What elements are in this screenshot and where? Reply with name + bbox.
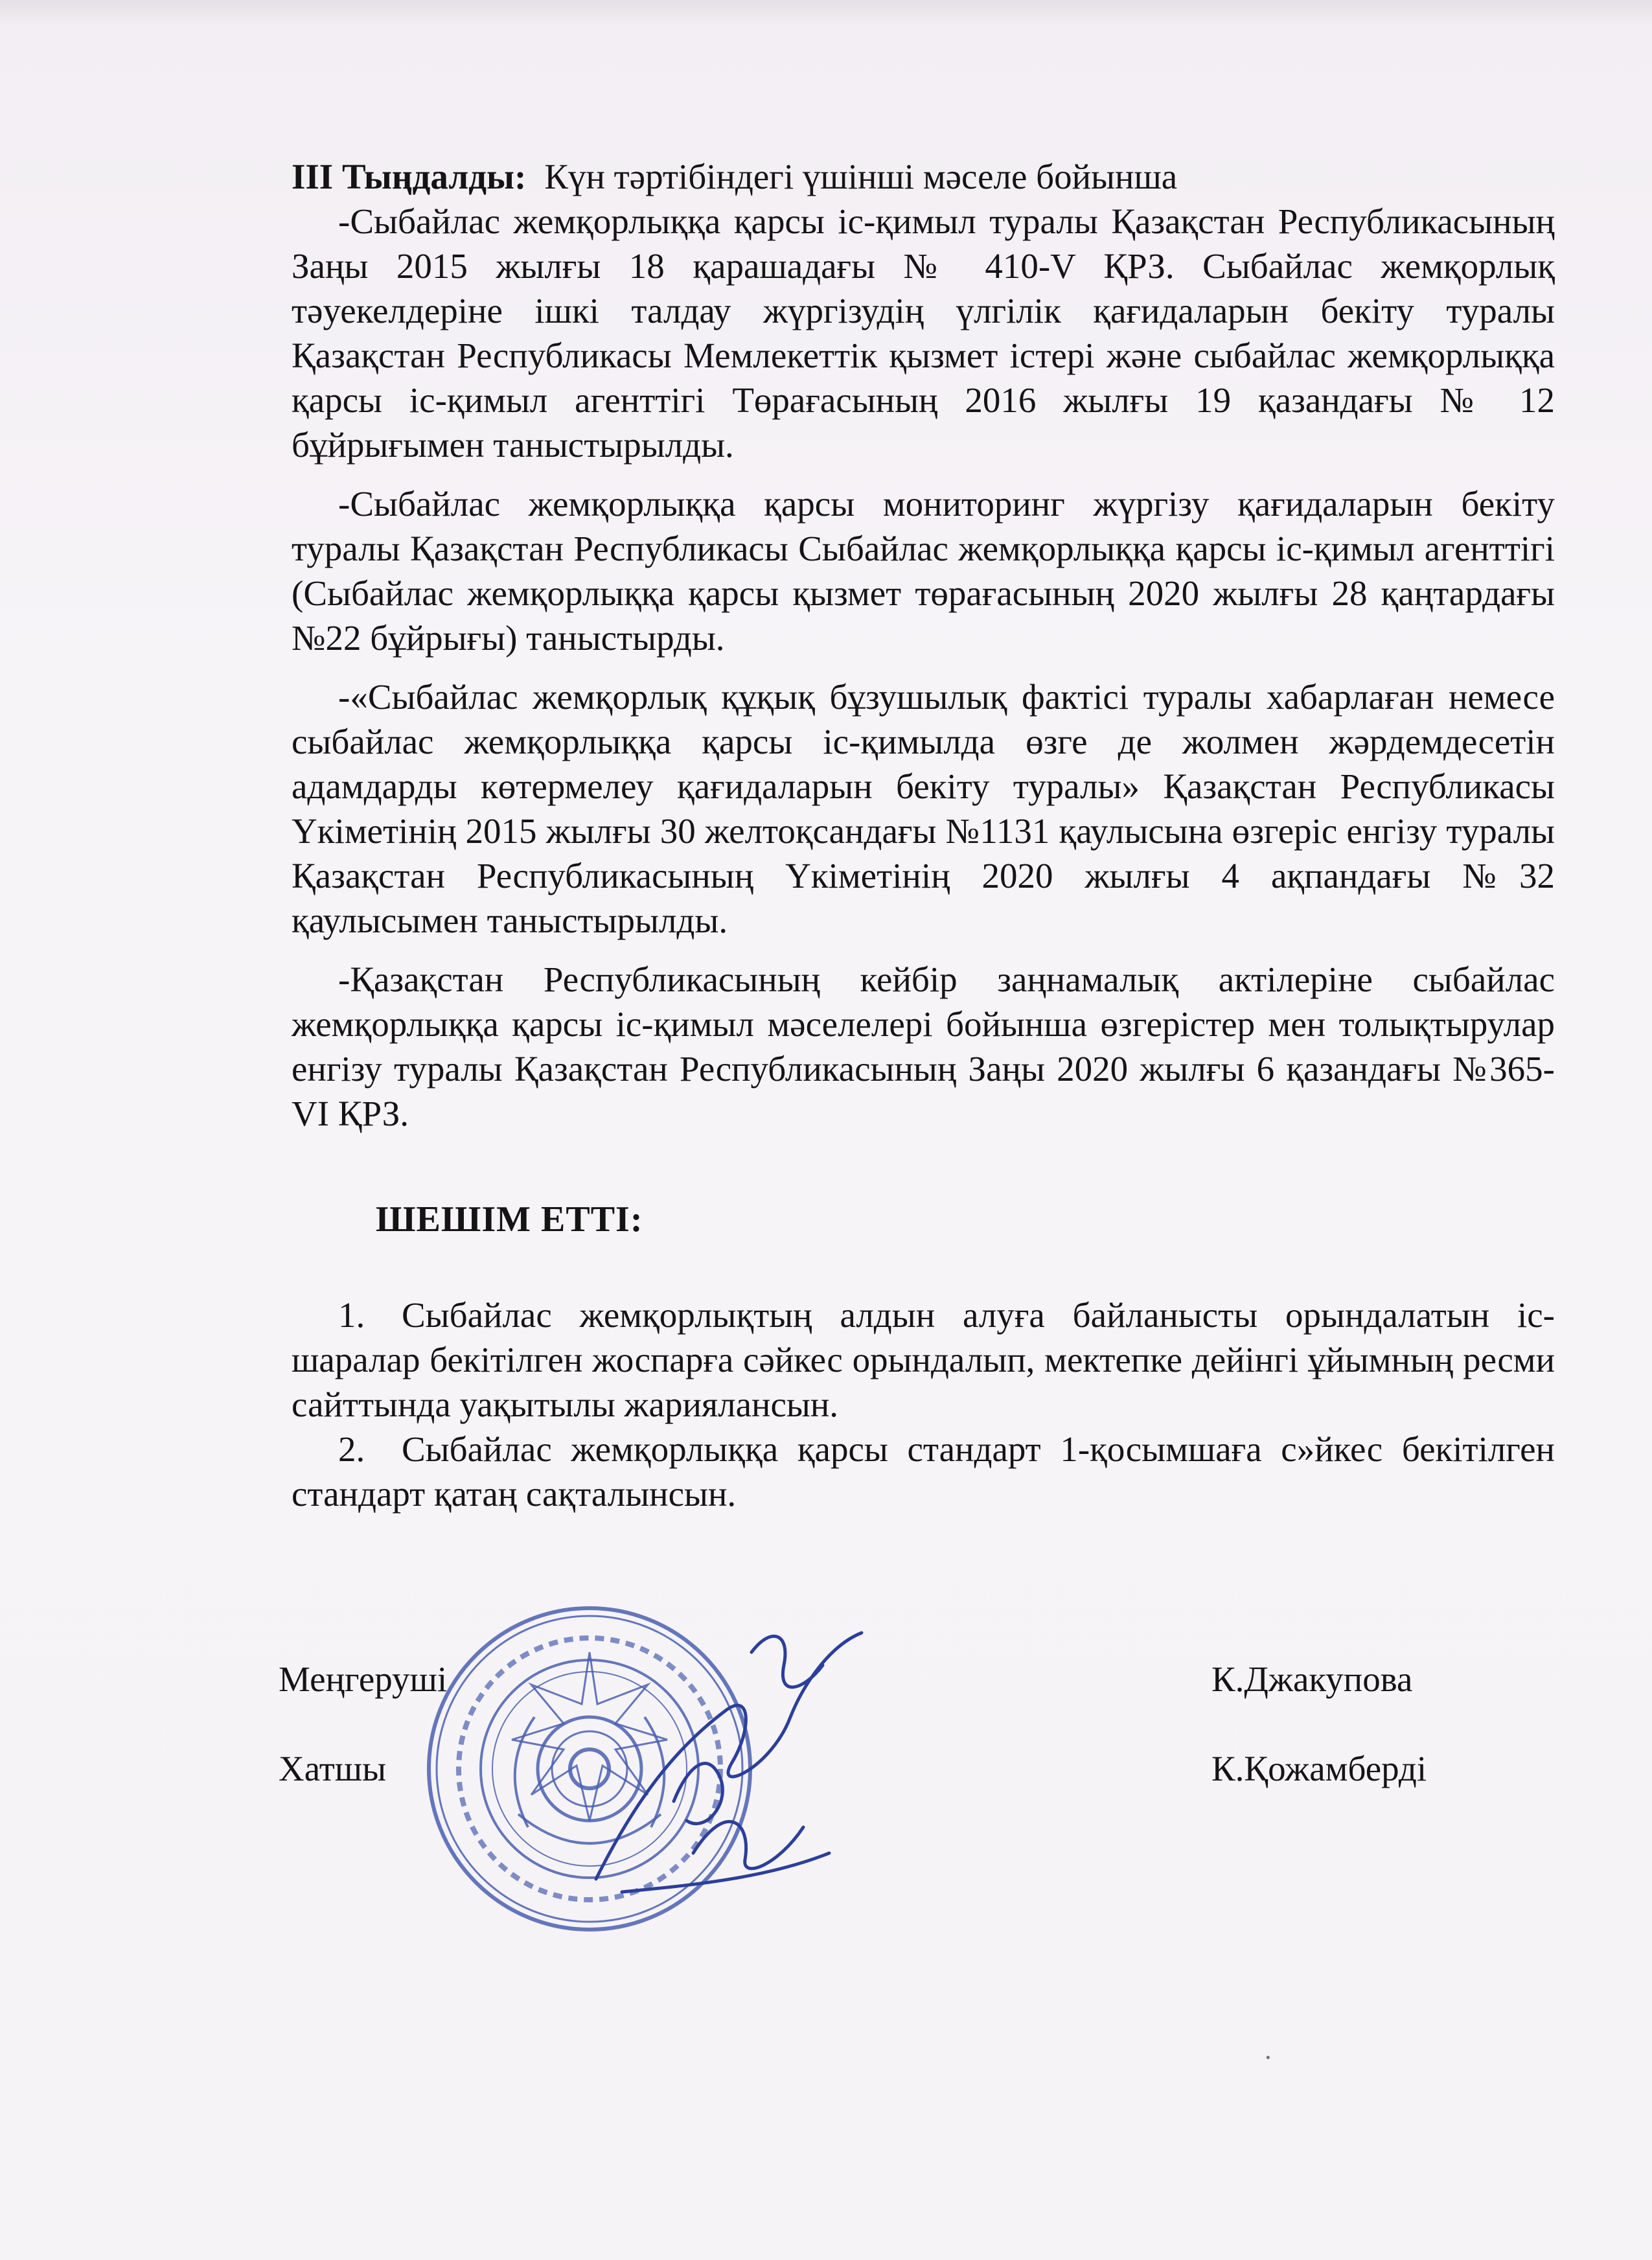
document-body xyxy=(292,154,1555,1516)
decision-list xyxy=(292,1293,1555,1516)
decision-item xyxy=(292,1427,1555,1516)
signature-name: К.Қожамберді xyxy=(1211,1749,1427,1788)
handwritten-signature xyxy=(557,1607,959,1918)
paragraph-encouragement-rules: -«Сыбайлас жемқорлық құқық бұзушылық фактісі туралы хабарлаған немесе сыбайлас жемқорлыққа қарсы іс-қимылда өзге де жолмен жәрдемдесетін адамдарды көтермелеу қағидаларын бекіту туралы» Қазақстан Республикасы Үкіметінің 2015 жылғы 30 желтоқсандағы №1131 қаулысына өзгеріс енгізу туралы Қазақстан Республикасының Үкіметінің 2020 жылғы 4 ақпандағы №32 қаулысымен таныстырылды. xyxy=(292,677,1555,940)
signature-name: К.Джакупова xyxy=(1211,1659,1413,1699)
section-heading-tail: Күн тәртібіндегі үшінші мәселе бойынша xyxy=(544,157,1178,196)
decision-title: ШЕШІМ ЕТТІ: xyxy=(376,1199,643,1240)
paragraph-law-410: -Сыбайлас жемқорлыққа қарсы іс-қимыл туралы Қазақстан Республикасының Заңы 2015 жылғы 18 қарашадағы № 410-V ҚРЗ. Сыбайлас жемқорлық тәуекелдеріне ішкі талдау жүргізудің үлгілік қағидаларын бекіту туралы Қазақстан Республикасы Мемлекеттік қызмет істері және сыбайлас жемқорлыққа қарсы іс-қимыл агенттігі Төрағасының 2016 жылғы 19 қазандағы № 12 бұйрығымен таныстырылды. xyxy=(292,202,1555,465)
scan-edge-shadow xyxy=(0,0,1652,26)
paragraph-monitoring-rules: -Сыбайлас жемқорлыққа қарсы мониторинг жүргізу қағидаларын бекіту туралы Қазақстан Республикасы Сыбайлас жемқорлыққа қарсы іс-қимыл агенттігі (Сыбайлас жемқорлыққа қарсы қызмет төрағасының 2020 жылғы 28 қаңтардағы №22 бұйрығы) таныстырды. xyxy=(292,484,1555,658)
section-heading xyxy=(292,154,1555,199)
signature-row-head xyxy=(279,1659,1413,1700)
decision-item xyxy=(292,1293,1555,1427)
section-heading-label: III Тыңдалды: xyxy=(292,157,527,196)
scan-speck: · xyxy=(1263,2042,1273,2073)
paragraph-law-365: -Қазақстан Республикасының кейбір заңнамалық актілеріне сыбайлас жемқорлыққа қарсы іс-қимыл мәселелері бойынша өзгерістер мен толықтырулар енгізу туралы Қазақстан Республикасының Заңы 2020 жылғы 6 қазандағы №365-VI ҚРЗ. xyxy=(292,960,1555,1133)
signature-role: Меңгеруші xyxy=(279,1659,448,1699)
decision-item-number: 2. xyxy=(338,1429,365,1469)
decision-item-number: 1. xyxy=(338,1295,365,1335)
decision-item-text: Сыбайлас жемқорлықтың алдын алуға байланысты орындалатын іс-шаралар бекітілген жоспарға сәйкес орындалып, мектепке дейінгі ұйымның ресми сайттында уақытылы жариялансын. xyxy=(292,1295,1555,1424)
signature-role: Хатшы xyxy=(279,1749,387,1788)
decision-item-text: Сыбайлас жемқорлыққа қарсы стандарт 1-қосымшаға с»йкес бекітілген стандарт қатаң сақталынсын. xyxy=(292,1429,1555,1514)
signature-row-secretary xyxy=(279,1748,1427,1789)
